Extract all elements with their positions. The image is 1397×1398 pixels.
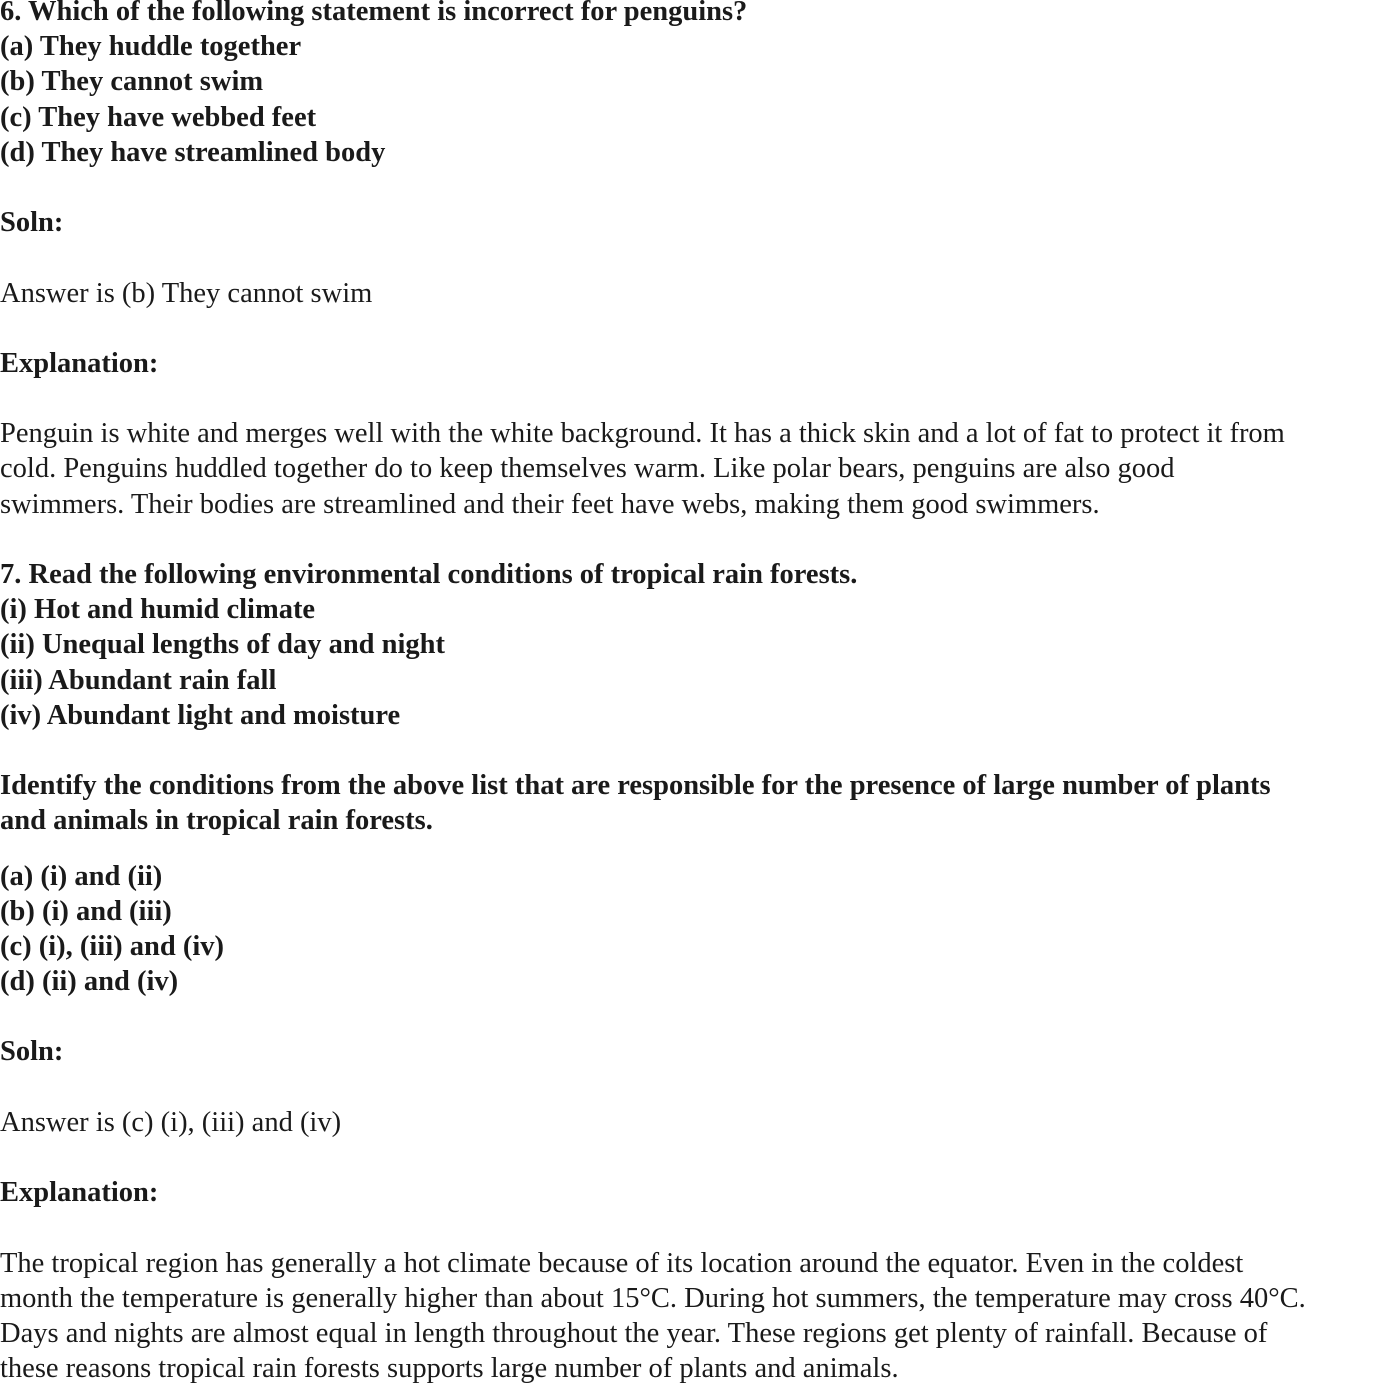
q7-condition-i: (i) Hot and humid climate (0, 594, 316, 626)
q6-option-b: (b) They cannot swim (0, 66, 264, 98)
q7-soln-label: Soln: (0, 1036, 64, 1068)
q6-soln-label: Soln: (0, 207, 64, 239)
q6-explanation-line: swimmers. Their bodies are streamlined and their feet have webs, making them good swimmers. (0, 488, 1100, 520)
q7-explanation-line: month the temperature is generally higher than about 15°C. During hot summers, the temperature may cross 40°C. (0, 1282, 1306, 1314)
q7-condition-iv: (iv) Abundant light and moisture (0, 699, 401, 731)
q6-explanation-label: Explanation: (0, 347, 159, 379)
q7-explanation-line: these reasons tropical rain forests supports large number of plants and animals. (0, 1353, 899, 1385)
q7-answer: Answer is (c) (i), (iii) and (iv) (0, 1106, 342, 1138)
q7-option-a: (a) (i) and (ii) (0, 860, 163, 892)
q6-answer: Answer is (b) They cannot swim (0, 277, 373, 309)
q6-option-a: (a) They huddle together (0, 31, 302, 63)
q7-option-b: (b) (i) and (iii) (0, 895, 172, 927)
q7-explanation-label: Explanation: (0, 1177, 159, 1209)
q6-option-d: (d) They have streamlined body (0, 136, 386, 168)
question-7: 7. Read the following environmental conditions of tropical rain forests. (0, 559, 858, 590)
q6-explanation-line: cold. Penguins huddled together do to keep themselves warm. Like polar bears, penguins are also good (0, 453, 1175, 485)
question-6: 6. Which of the following statement is incorrect for penguins? (0, 0, 748, 27)
q6-explanation-line: Penguin is white and merges well with the white background. It has a thick skin and a lot of fat to protect it from (0, 418, 1285, 450)
q7-condition-iii: (iii) Abundant rain fall (0, 664, 277, 696)
q7-condition-ii: (ii) Unequal lengths of day and night (0, 629, 446, 661)
q7-option-d: (d) (ii) and (iv) (0, 966, 179, 998)
q7-prompt-line: and animals in tropical rain forests. (0, 805, 433, 837)
q6-option-c: (c) They have webbed feet (0, 101, 317, 133)
q7-option-c: (c) (i), (iii) and (iv) (0, 930, 224, 962)
q7-prompt-line: Identify the conditions from the above list that are responsible for the presence of large number of plants (0, 770, 1271, 802)
q7-explanation-line: Days and nights are almost equal in length throughout the year. These regions get plenty of rainfall. Because of (0, 1317, 1268, 1349)
q7-explanation-line: The tropical region has generally a hot climate because of its location around the equator. Even in the coldest (0, 1247, 1244, 1279)
